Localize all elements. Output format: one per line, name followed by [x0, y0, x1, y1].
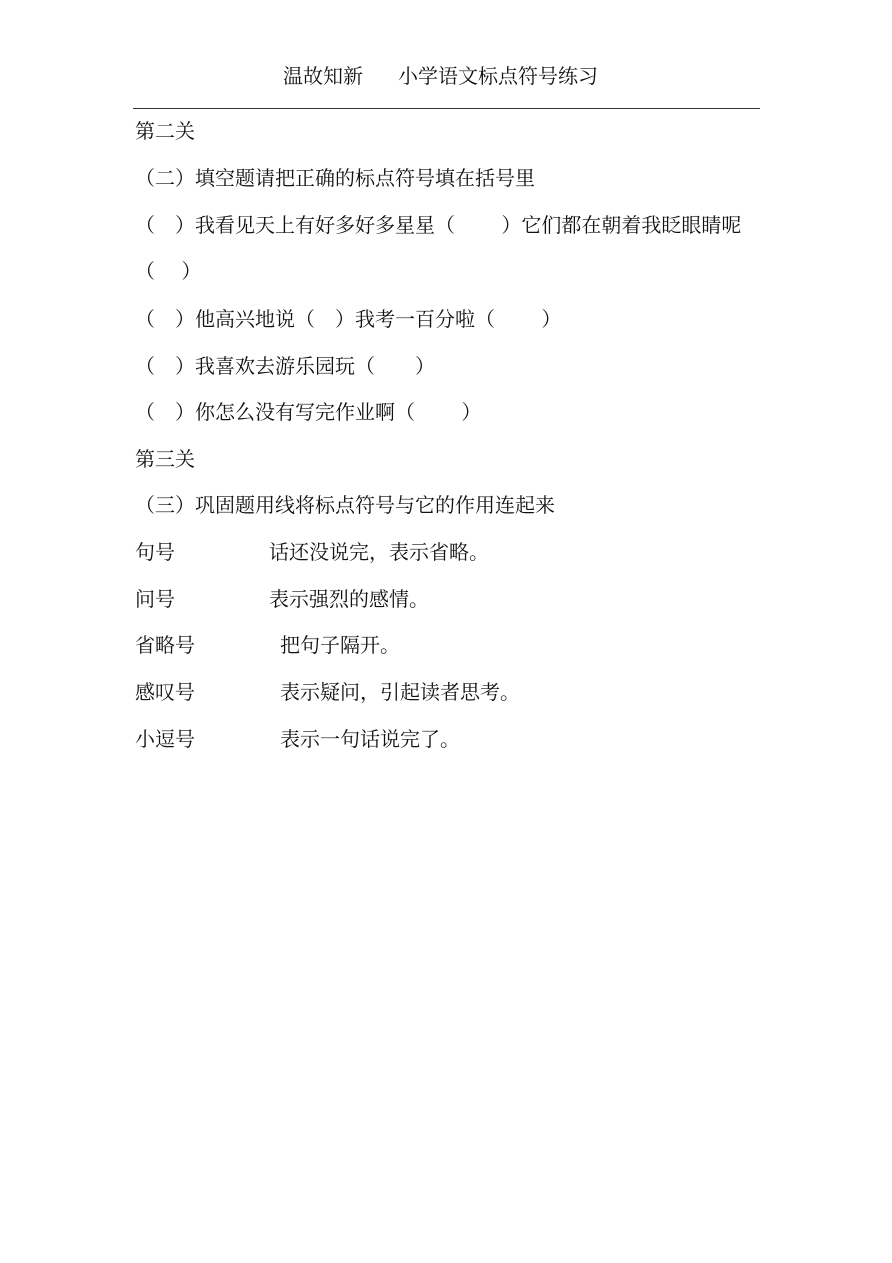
header-title-right: 小学语文标点符号练习	[398, 64, 598, 88]
level2-title: 第二关	[135, 119, 195, 143]
header-title-left: 温故知新	[283, 64, 363, 88]
page-header	[0, 62, 892, 90]
level2-instruction: （二）填空题请把正确的标点符号填在括号里	[135, 166, 535, 190]
fill-blank-line-3: （ ）我喜欢去游乐园玩（ ）	[135, 354, 435, 378]
punctuation-name-question-mark: 问号	[135, 587, 175, 611]
punctuation-name-comma: 小逗号	[135, 727, 195, 751]
level3-title: 第三关	[135, 447, 195, 471]
fill-blank-line-4: （ ）你怎么没有写完作业啊（ ）	[135, 400, 482, 424]
punctuation-use-2: 表示强烈的感情。	[269, 587, 429, 611]
punctuation-name-ellipsis: 省略号	[135, 633, 195, 657]
fill-blank-line-1: （ ）我看见天上有好多好多星星（ ）它们都在朝着我眨眼睛呢	[135, 213, 742, 237]
header-divider	[133, 108, 760, 109]
punctuation-use-4: 表示疑问，引起读者思考。	[280, 680, 520, 704]
punctuation-use-3: 把句子隔开。	[280, 633, 400, 657]
punctuation-name-period: 句号	[135, 540, 175, 564]
level3-instruction: （三）巩固题用线将标点符号与它的作用连起来	[135, 493, 555, 517]
fill-blank-line-1-continued: （ ）	[135, 259, 202, 283]
punctuation-name-exclamation-mark: 感叹号	[135, 680, 195, 704]
punctuation-use-1: 话还没说完，表示省略。	[269, 540, 489, 564]
punctuation-use-5: 表示一句话说完了。	[280, 727, 460, 751]
fill-blank-line-2: （ ）他高兴地说（ ）我考一百分啦（ ）	[135, 307, 562, 331]
